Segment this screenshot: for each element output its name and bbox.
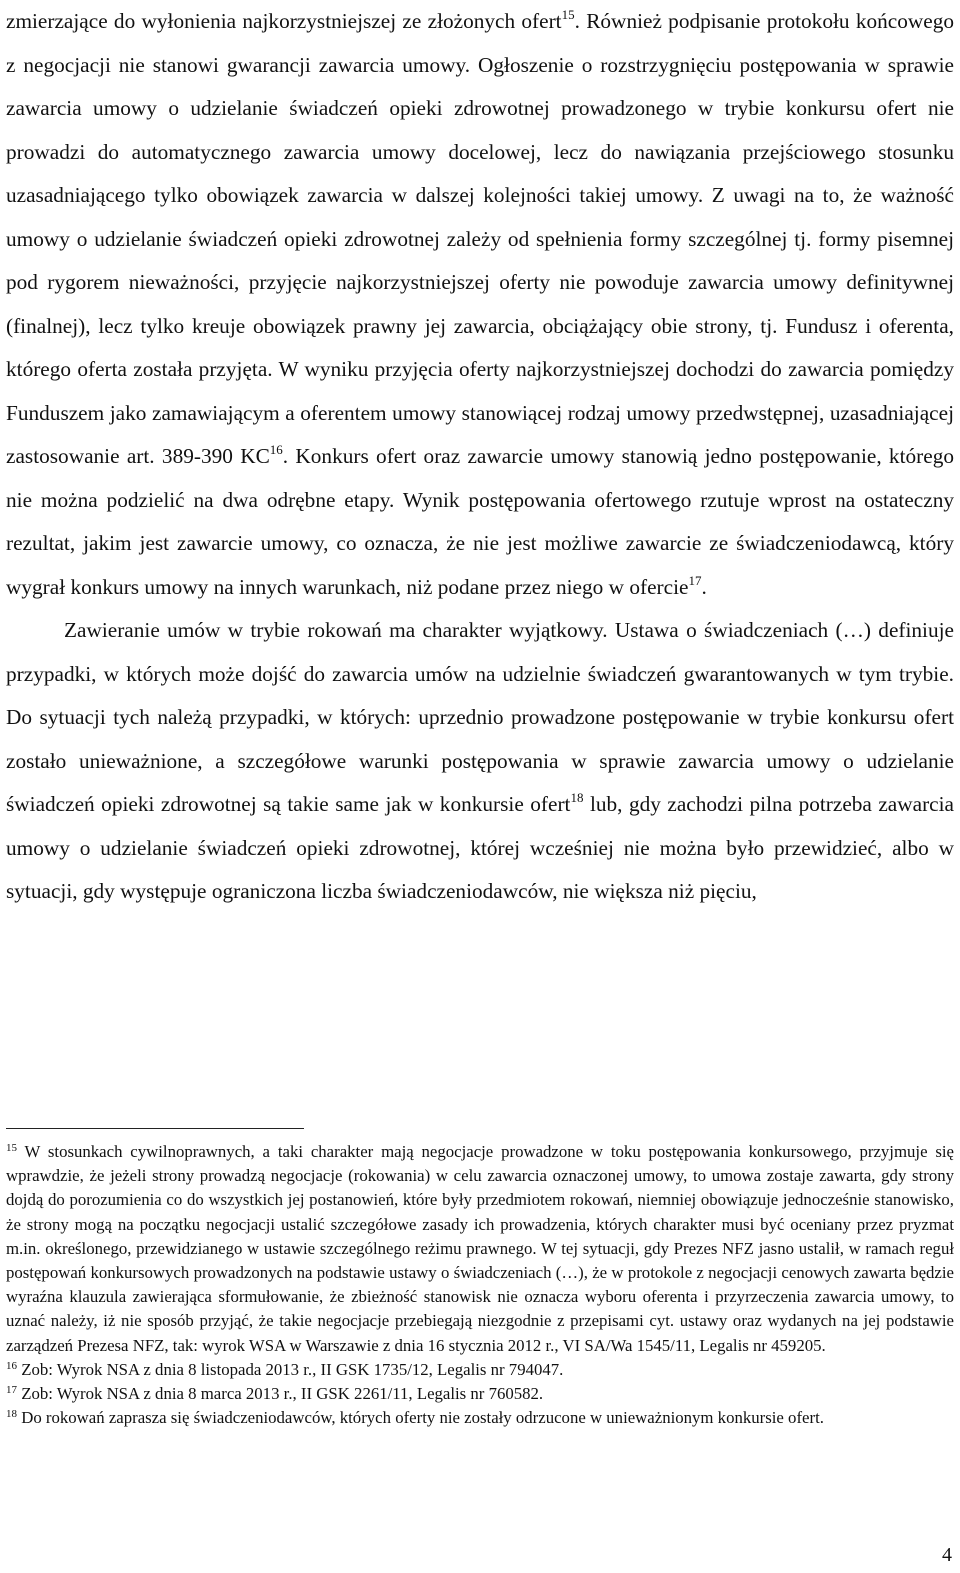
paragraph-1 xyxy=(6,0,954,609)
footnote-number: 16 xyxy=(6,1359,17,1372)
footnote-separator xyxy=(6,1128,304,1129)
footnotes xyxy=(6,1140,954,1430)
footnote-15 xyxy=(6,1140,954,1358)
footnote-text: Zob: Wyrok NSA z dnia 8 listopada 2013 r., II GSK 1735/12, Legalis nr 794047. xyxy=(17,1359,564,1379)
footnote-text: W stosunkach cywilnoprawnych, a taki charakter mają negocjacje prowadzone w toku postępowania konkursowego, przyjmuje się wprawdzie, że jeżeli strony prowadzą negocjacje (rokowania) w celu zawarcia oznaczonej umowy, to umowa zostaje zawarta, gdy strony dojdą do porozumienia co do wszystkich jej postanowień, które były przedmiotem rokowań, niemniej obowiązuje jednocześnie stanowisko, że strony mogą na początku negocjacji ustalić szczegółowe zasady ich prowadzenia, których charakter musi być oceniany przez pryzmat m.in. określonego, przewidzianego w ustawie szczególnego reżimu prawnego. W tej sytuacji, gdy Prezes NFZ jasno ustalił, w ramach reguł postępowań konkursowych prowadzonych na podstawie ustawy o świadczeniach (…), że w protokole z negocjacji cenowych zawarta będzie wyraźna klauzula zawierająca sformułowanie, że zbieżność stanowisk nie oznacza wyboru oferenta i przyrzeczenia zawarcia umowy, to uznać należy, iż nie sposób przyjąć, że takie negocjacje przebiegają niezgodnie z przepisami cyt. ustawy oraz wydanych na jej podstawie zarządzeń Prezesa NFZ, tak: wyrok WSA w Warszawie z dnia 16 stycznia 2012 r., VI SA/Wa 1545/11, Legalis nr 459205. xyxy=(6,1142,954,1355)
paragraph-2-text-a: Zawieranie umów w trybie rokowań ma charakter wyjątkowy. Ustawa o świadczeniach (…) definiuje przypadki, w których może dojść do zawarcia umów na udzielnie świadczeń gwarantowanych w tym trybie. Do sytuacji tych należą przypadki, w których: uprzednio prowadzone postępowanie w trybie konkursu ofert zostało unieważnione, a szczegółowe warunki postępowania w sprawie zawarcia umowy o udzielanie świadczeń opieki zdrowotnej są takie same jak w konkursie ofert xyxy=(6,618,954,816)
paragraph-2-text-b: lub, gdy zachodzi pilna potrzeba zawarcia umowy o udzielanie świadczeń opieki zdrowotnej, której wcześniej nie można było przewidzieć, albo w sytuacji, gdy występuje ograniczona liczba świadczeniodawców, nie większa niż pięciu, xyxy=(6,792,955,903)
paragraph-2 xyxy=(6,609,954,914)
footnote-ref-18[interactable]: 18 xyxy=(570,790,584,805)
footnote-number: 18 xyxy=(6,1408,17,1421)
footnote-number: 15 xyxy=(6,1142,17,1154)
footnote-text: Do rokowań zaprasza się świadczeniodawców, których oferty nie zostały odrzucone w unieważnionym konkursie ofert. xyxy=(17,1408,824,1428)
page-number: 4 xyxy=(942,1544,952,1566)
paragraph-1-text-b: . Również podpisanie protokołu końcowego z negocjacji nie stanowi gwarancji zawarcia umowy. Ogłoszenie o rozstrzygnięciu postępowania w sprawie zawarcia umowy o udzielanie świadczeń opieki zdrowotnej prowadzonego w trybie konkursu ofert nie prowadzi do automatycznego zawarcia umowy docelowej, lecz do nawiązania przejściowego stosunku uzasadniającego tylko obowiązek zawarcia w dalszej kolejności takiej umowy. Z uwagi na to, że ważność umowy o udzielanie świadczeń opieki zdrowotnej zależy od spełnienia formy szczególnej tj. formy pisemnej pod rygorem nieważności, przyjęcie najkorzystniejszej oferty nie powoduje zawarcia umowy definitywnej (finalnej), lecz tylko kreuje obowiązek prawny jej zawarcia, obciążający obie strony, tj. Fundusz i oferenta, którego oferta została przyjęta. W wyniku przyjęcia oferty najkorzystniejszej dochodzi do zawarcia pomiędzy Funduszem jako zamawiającym a oferentem umowy stanowiącej rodzaj umowy przedwstępnej, uzasadniającej zastosowanie art. 389-390 KC xyxy=(6,9,954,468)
footnote-ref-17[interactable]: 17 xyxy=(688,572,702,588)
footnote-ref-15[interactable]: 15 xyxy=(561,7,575,22)
footnote-number: 17 xyxy=(6,1384,17,1397)
paragraph-1-text-a: zmierzające do wyłonienia najkorzystniejszej ze złożonych ofert xyxy=(6,9,562,33)
paragraph-1-text-c: . Konkurs ofert oraz zawarcie umowy stanowią jedno postępowanie, którego nie można podzielić na dwa odrębne etapy. Wynik postępowania ofertowego rzutuje wprost na ostateczny rezultat, jakim jest zawarcie umowy, co oznacza, że nie jest możliwe zawarcie ze świadczeniodawcą, który wygrał konkurs umowy na innych warunkach, niż podane przez niego w ofercie xyxy=(6,444,954,599)
footnote-18 xyxy=(6,1406,954,1430)
footnote-16 xyxy=(6,1358,954,1382)
footnote-text: Zob: Wyrok NSA z dnia 8 marca 2013 r., II GSK 2261/11, Legalis nr 760582. xyxy=(17,1384,544,1404)
footnote-ref-16[interactable]: 16 xyxy=(269,442,283,457)
footnote-17 xyxy=(6,1382,954,1406)
main-text xyxy=(6,0,954,914)
paragraph-1-text-d: . xyxy=(701,574,707,599)
